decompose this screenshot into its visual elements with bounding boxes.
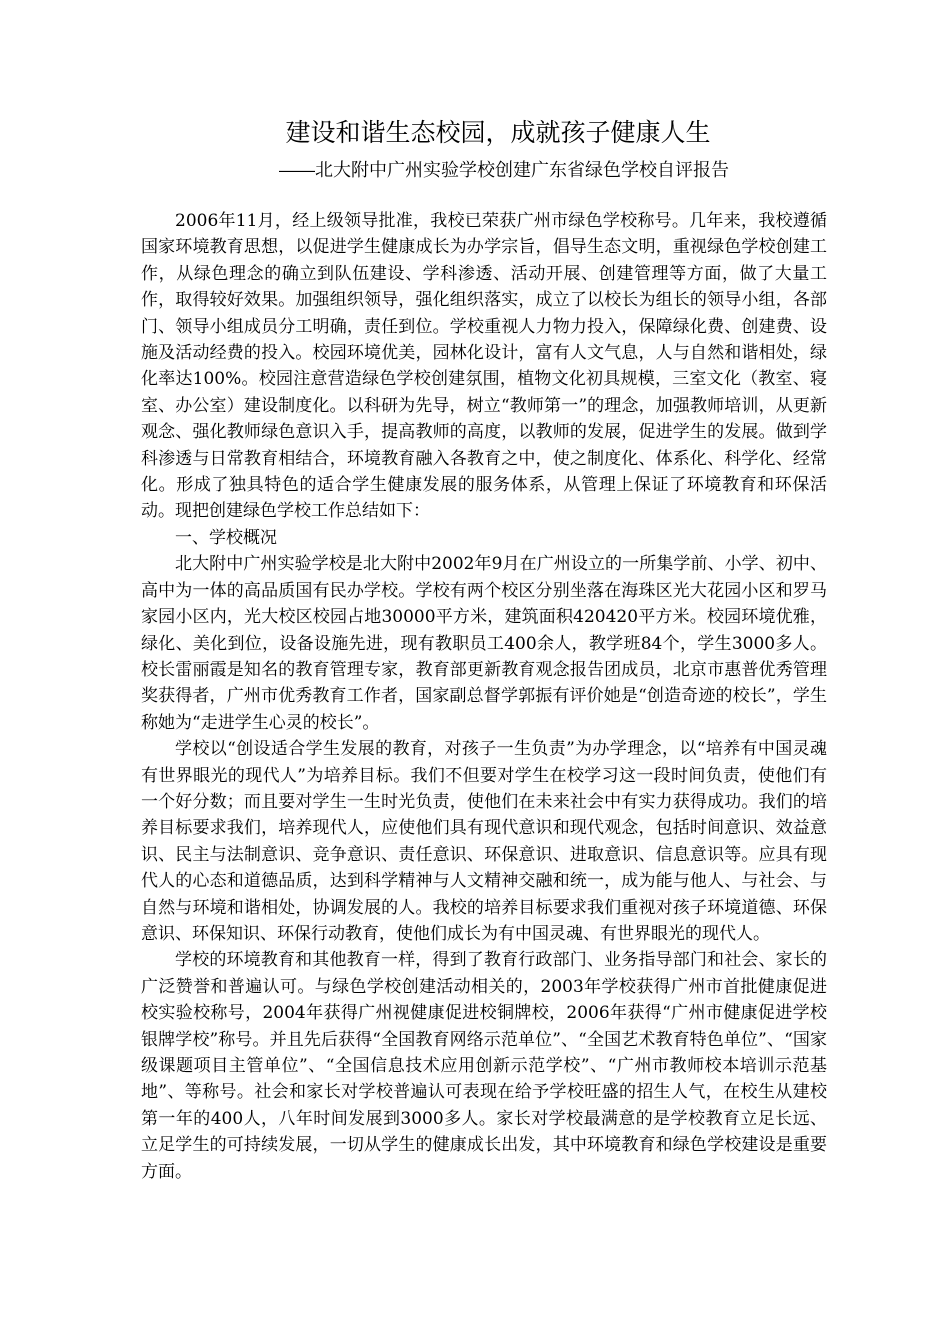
recognition-paragraph: 学校的环境教育和其他教育一样，得到了教育行政部门、业务指导部门和社会、家长的广泛赞誉和普遍认可。与绿色学校创建活动相关的，2003年学校获得广州市首批健康促进校实验校称号，2004年获得广州视健康促进校铜牌校，2006年获得“广州市健康促进学校银牌学校”称号。并且先后获得“全国教育网络示范单位”、“全国艺术教育特色单位”、“国家级课题项目主管单位”、“全国信息技术应用创新示范学校”、“广州市教师校本培训示范基地”、等称号。社会和家长对学校普遍认可表现在给予学校旺盛的招生人气，在校生从建校第一年的400人，八年时间发展到3000多人。家长对学校最满意的是学校教育立足长远、立足学生的可持续发展，一切从学生的健康成长出发，其中环境教育和绿色学校建设是重要方面。 xyxy=(141,950,827,1182)
document-page xyxy=(141,116,827,1185)
intro-paragraph: 2006年11月，经上级领导批准，我校已荣获广州市绿色学校称号。几年来，我校遵循国家环境教育思想，以促进学生健康成长为办学宗旨，倡导生态文明，重视绿色学校创建工作，从绿色理念的确立到队伍建设、学科渗透、活动开展、创建管理等方面，做了大量工作，取得较好效果。加强组织领导，强化组织落实，成立了以校长为组长的领导小组，各部门、领导小组成员分工明确，责任到位。学校重视人力物力投入，保障绿化费、创建费、设施及活动经费的投入。校园环境优美，园林化设计，富有人文气息，人与自然和谐相处，绿化率达100%。校园注意营造绿色学校创建氛围，植物文化初具规模，三室文化（教室、寝室、办公室）建设制度化。以科研为先导，树立“教师第一”的理念，加强教师培训，从更新观念、强化教师绿色意识入手，提高教师的高度，以教师的发展，促进学生的发展。做到学科渗透与日常教育相结合，环境教育融入各教育之中，使之制度化、体系化、科学化、经常化。形成了独具特色的适合学生健康发展的服务体系，从管理上保证了环境教育和环保活动。现把创建绿色学校工作总结如下： xyxy=(141,211,827,522)
overview-paragraph: 北大附中广州实验学校是北大附中2002年9月在广州设立的一所集学前、小学、初中、高中为一体的高品质国有民办学校。学校有两个校区分别坐落在海珠区光大花园小区和罗马家园小区内，光大校区校园占地30000平方米，建筑面积420420平方米。校园环境优雅，绿化、美化到位，设备设施先进，现有教职员工400余人，教学班84个，学生3000多人。校长雷丽霞是知名的教育管理专家，教育部更新教育观念报告团成员，北京市惠普优秀管理奖获得者，广州市优秀教育工作者，国家副总督学郭振有评价她是“创造奇迹的校长”，学生称她为“走进学生心灵的校长”。 xyxy=(141,554,827,733)
philosophy-paragraph: 学校以“创设适合学生发展的教育，对孩子一生负责”为办学理念，以“培养有中国灵魂有世界眼光的现代人”为培养目标。我们不但要对学生在校学习这一段时间负责，使他们有一个好分数；而且要对学生一生时光负责，使他们在未来社会中有实力获得成功。我们的培养目标要求我们，培养现代人，应使他们具有现代意识和现代观念，包括时间意识、效益意识、民主与法制意识、竞争意识、责任意识、环保意识、进取意识、信息意识等。应具有现代人的心态和道德品质，达到科学精神与人文精神交融和统一，成为能与他人、与社会、与自然与环境和谐相处，协调发展的人。我校的培养目标要求我们重视对孩子环境道德、环保意识、环保知识、环保行动教育，使他们成长为有中国灵魂、有世界眼光的现代人。 xyxy=(141,739,827,944)
section-heading-school-overview: 一、学校概况 xyxy=(175,527,277,548)
document-body xyxy=(141,208,827,1185)
document-title: 建设和谐生态校园，成就孩子健康人生 xyxy=(285,118,711,147)
document-subtitle: ――北大附中广州实验学校创建广东省绿色学校自评报告 xyxy=(279,160,729,181)
